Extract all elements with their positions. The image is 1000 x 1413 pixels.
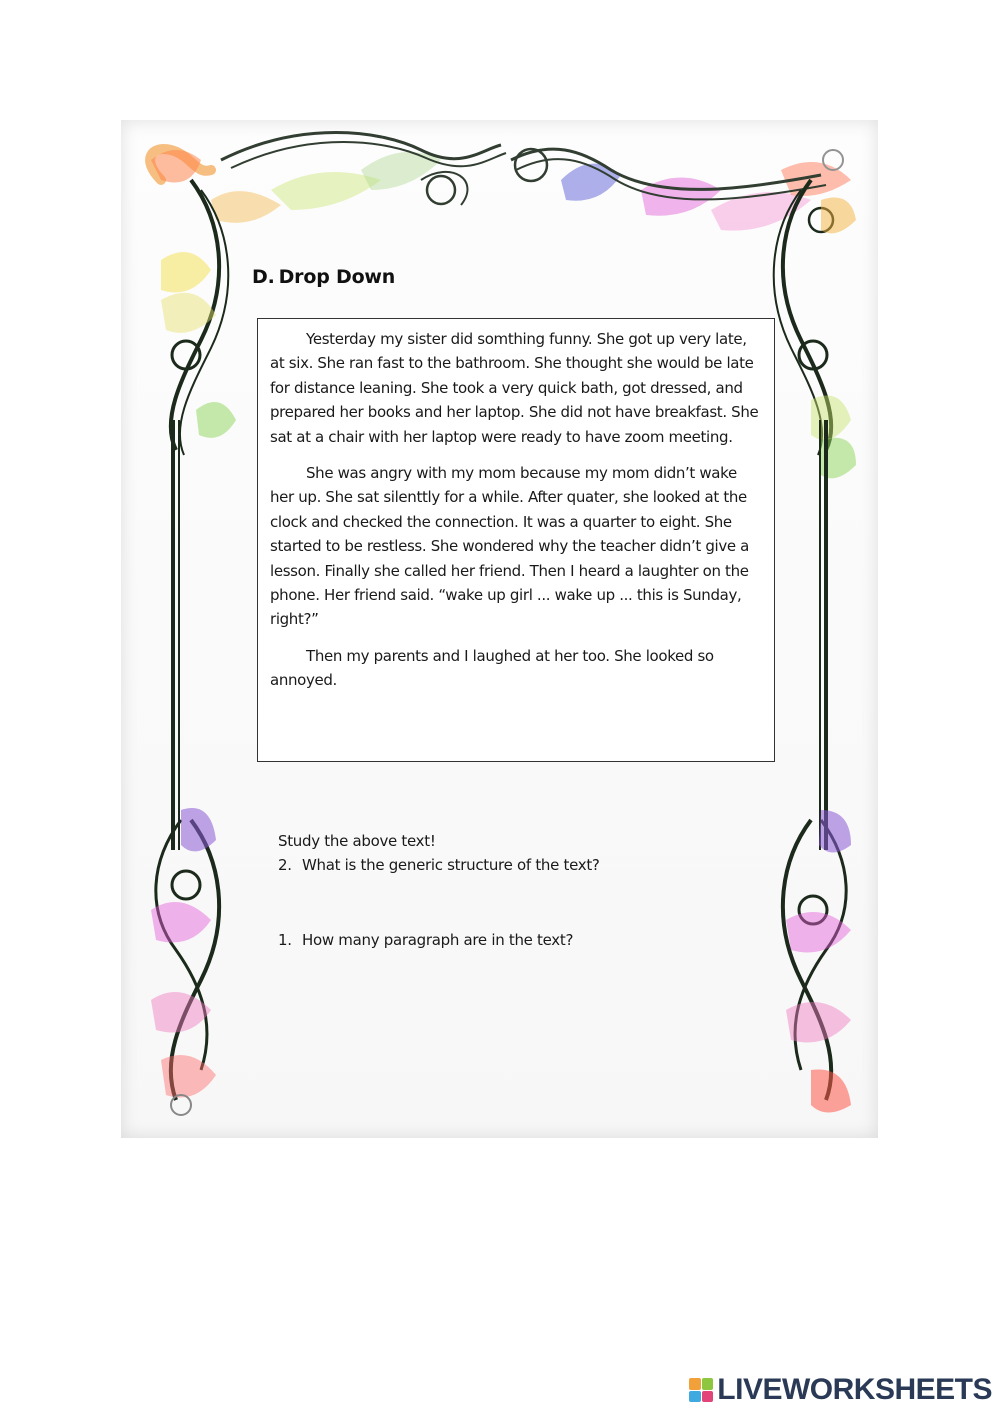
- question-item: [278, 931, 573, 949]
- liveworksheets-logo-icon: [689, 1378, 713, 1402]
- instruction-text: Study the above text!: [278, 832, 436, 850]
- passage-paragraph-1: Yesterday my sister did somthing funny. She got up very late, at six. She ran fast to the bathroom. She thought she would be late for distance leaning. She took a very quick bath, got dressed, and prepared her books and her laptop. She did not have breakfast. She sat at a chair with her laptop were ready to have zoom meeting.: [270, 330, 759, 446]
- section-title: Drop Down: [278, 266, 396, 288]
- question-number: 2.: [278, 856, 292, 874]
- right-column: [774, 180, 856, 1113]
- brand-watermark[interactable]: [689, 1375, 992, 1405]
- question-number: 1.: [278, 931, 292, 949]
- question-item: [278, 856, 600, 874]
- question-text: How many paragraph are in the text?: [302, 931, 574, 949]
- passage-paragraph-2: She was angry with my mom because my mom didn’t wake her up. She sat silenttly for a while. After quater, she looked at the clock and checked the connection. It was a quarter to eight. She started to be restless. She wondered why the teacher didn’t give a lesson. Finally she called her friend. Then I heard a laughter on the phone. Her friend said. “wake up girl ... wake up ... this is Sunday, right?”: [270, 464, 750, 629]
- top-left-flourish: [150, 133, 506, 223]
- left-column: [151, 180, 236, 1115]
- passage-paragraph-3: Then my parents and I laughed at her too. She looked so annoyed.: [270, 646, 714, 690]
- section-number: D.: [252, 266, 275, 288]
- section-heading: [252, 266, 395, 288]
- reading-passage: [257, 318, 775, 762]
- brand-name: LIVEWORKSHEETS: [717, 1373, 992, 1406]
- question-text: What is the generic structure of the text?: [302, 856, 600, 874]
